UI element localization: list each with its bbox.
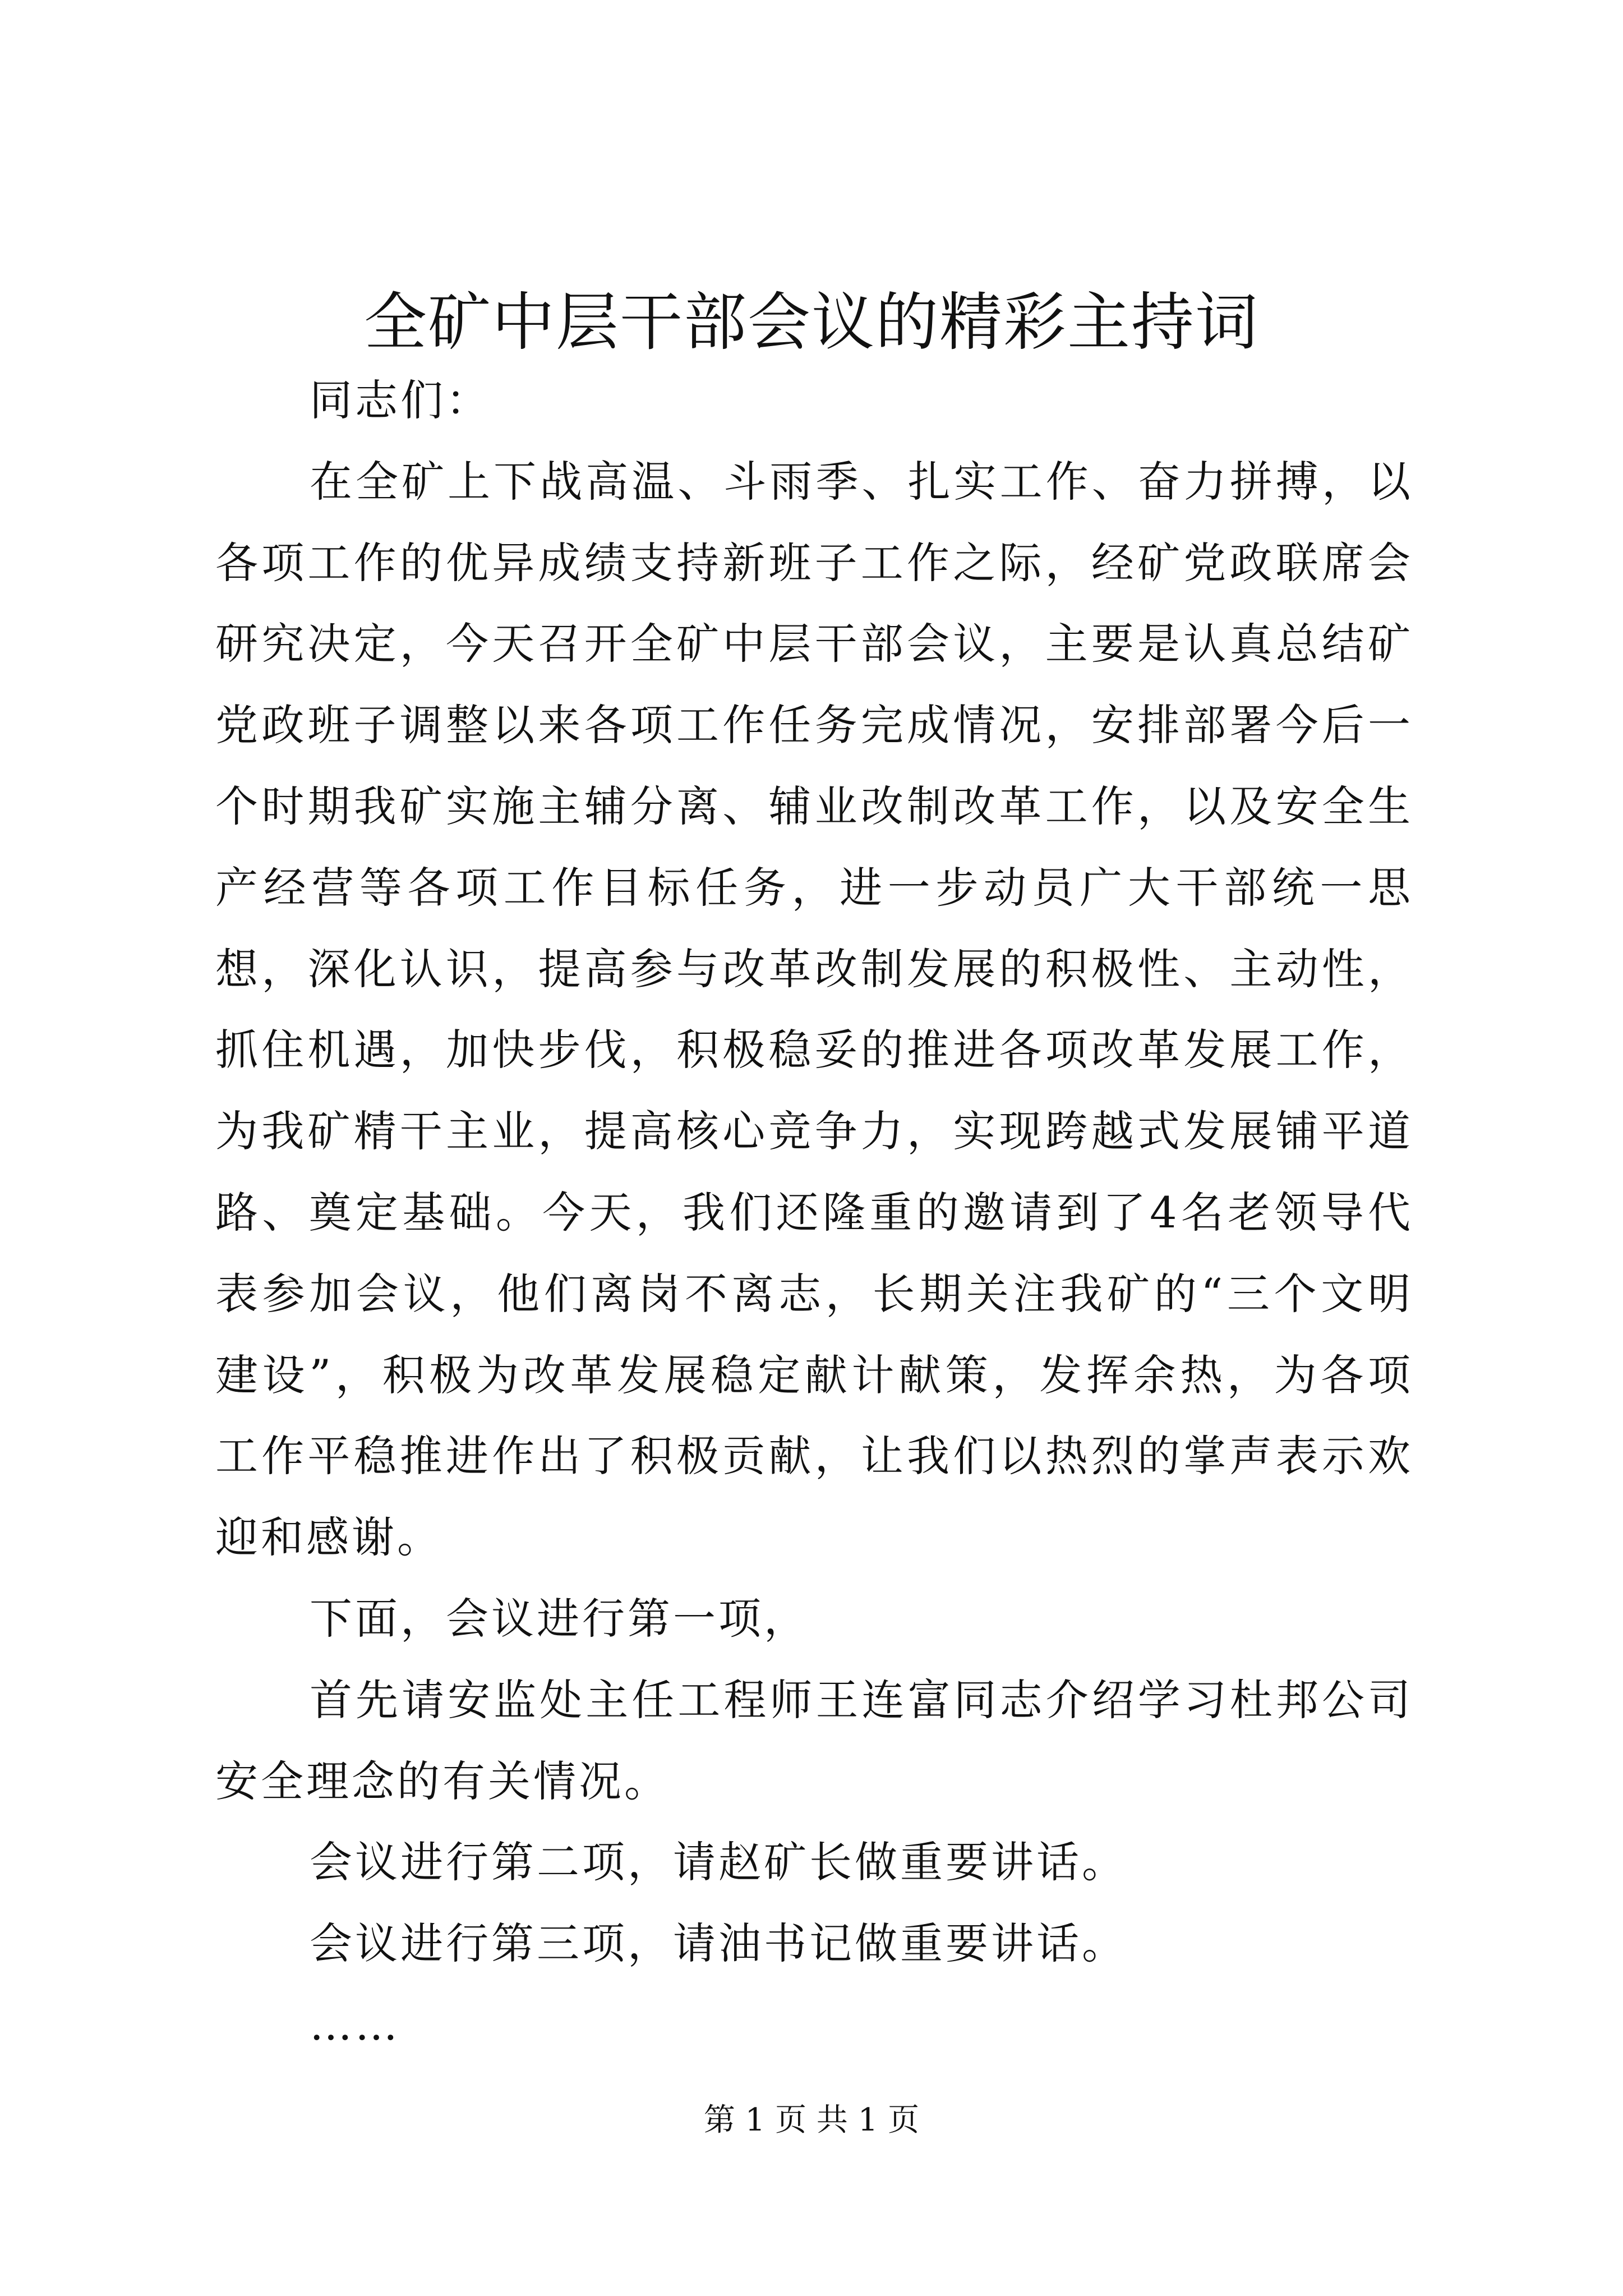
opening-paragraph: 在全矿上下战高温、斗雨季、扎实工作、奋力拼搏，以各项工作的优异成绩支持新班子工作之际，经矿党政联席会研究决定，今天召开全矿中层干部会议，主要是认真总结矿党政班子调整以来各项工作任务完成情况，安排部署今后一个时期我矿实施主辅分离、辅业改制改革工作，以及安全生产经营等各项工作目标任务，进一步动员广大干部统一思想，深化认识，提高参与改革改制发展的积极性、主动性，抓住机遇，加快步伐，积极稳妥的推进各项改革发展工作，为我矿精干主业，提高核心竞争力，实现跨越式发展铺平道路、奠定基础。今天，我们还隆重的邀请到了4名老领导代表参加会议，他们离岗不离志，长期关注我矿的“三个文明建设”，积极为改革发展稳定献计献策，发挥余热，为各项工作平稳推进作出了积极贡献，让我们以热烈的掌声表示欢迎和感谢。 [215,456,1413,1563]
document-body [215,360,1413,2066]
agenda-item-2-paragraph: 会议进行第二项，请赵矿长做重要讲话。 [310,1837,1127,1888]
agenda-item-3-paragraph: 会议进行第三项，请油书记做重要讲话。 [310,1918,1127,1969]
agenda-intro-paragraph: 下面，会议进行第一项， [310,1593,809,1644]
document-title: 全矿中层干部会议的精彩主持词 [364,286,1259,359]
agenda-item-1-paragraph: 首先请安监处主任工程师王连富同志介绍学习杜邦公司安全理念的有关情况。 [215,1674,1413,1806]
salutation-paragraph: 同志们： [310,375,491,425]
ellipsis-paragraph: …… [310,1999,400,2050]
page-number-footer: 第 1 页 共 1 页 [703,2102,920,2138]
